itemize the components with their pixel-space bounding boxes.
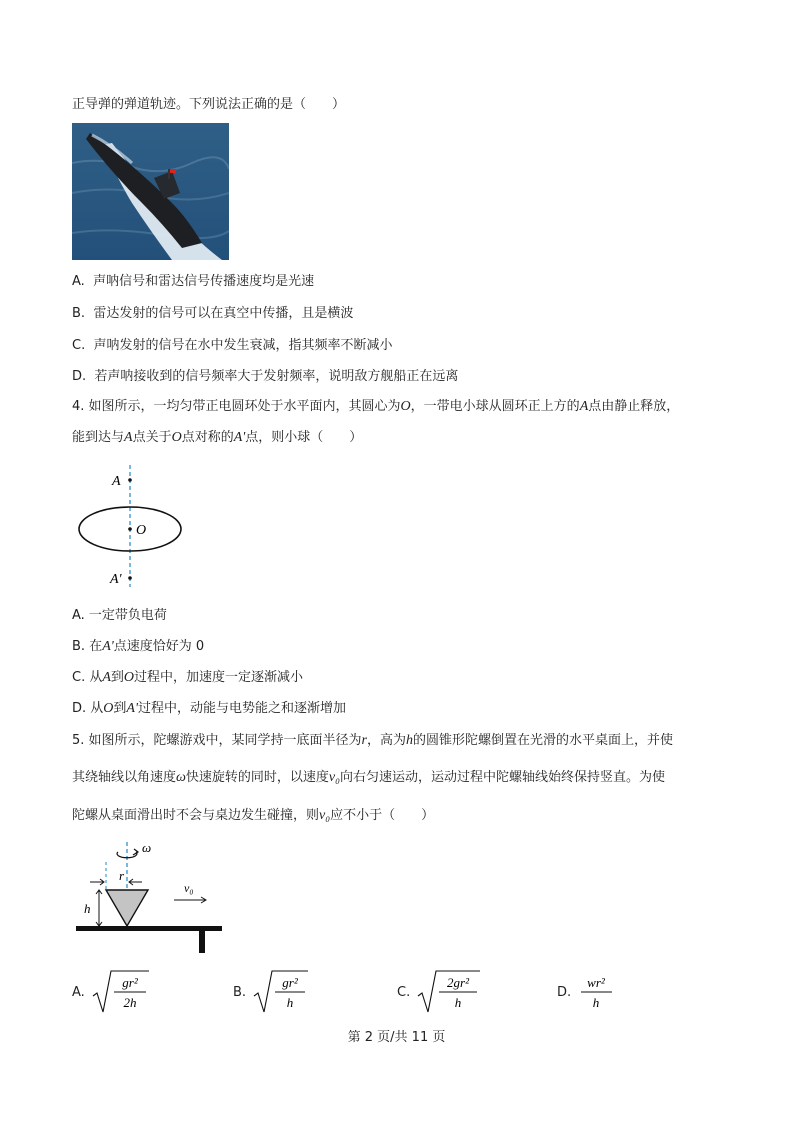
q5-stem-line3 xyxy=(72,807,434,825)
symbol-a: A xyxy=(579,399,589,414)
sqrt-expression xyxy=(252,968,312,1016)
option-text: 声呐信号和雷达信号传播速度均是光速 xyxy=(93,274,315,289)
symbol-v0: v₀ xyxy=(328,770,341,785)
spinning-top-diagram xyxy=(70,840,230,960)
symbol-h: h xyxy=(406,733,414,748)
label-a: A xyxy=(112,474,121,489)
stem-text: 点对称的 xyxy=(181,430,234,445)
sqrt-expression xyxy=(416,968,482,1016)
stem-text: 点，则小球（ ） xyxy=(245,430,363,445)
q4-stem-line1 xyxy=(72,398,679,416)
stem-text: 5. 如图所示，陀螺游戏中，某同学持一底面半径为 xyxy=(72,733,362,748)
q3-option-d xyxy=(72,368,458,386)
option-text: 过程中，动能与电势能之和逐渐增加 xyxy=(137,701,346,716)
stem-text: ，高为 xyxy=(367,733,407,748)
label-h: h xyxy=(84,901,91,916)
symbol-a: A xyxy=(102,670,111,685)
cone-top xyxy=(106,890,148,926)
q5-choice-b xyxy=(233,967,312,1017)
q4-stem-line2 xyxy=(72,429,362,447)
option-label: C. xyxy=(72,338,86,353)
q4-option-a: A. 一定带负电荷 xyxy=(72,608,167,623)
symbol-a: A xyxy=(124,430,133,445)
point-a-prime xyxy=(128,576,132,580)
q3-option-b xyxy=(72,305,353,323)
fraction-expression xyxy=(577,968,617,1016)
label-v0: v₀ xyxy=(184,881,194,895)
q4-option-c xyxy=(72,669,303,687)
symbol-v0: v₀ xyxy=(319,808,331,823)
q5-stem-line2 xyxy=(72,769,665,787)
label-r: r xyxy=(119,868,125,883)
page-footer: 第 2 页/共 11 页 xyxy=(347,1030,446,1045)
q3-option-a xyxy=(72,273,314,291)
denominator: h xyxy=(592,995,600,1010)
option-text: 过程中，加速度一定逐渐减小 xyxy=(134,670,304,685)
q3-stem-tail: 正导弹的弹道轨迹。下列说法正确的是（ ） xyxy=(72,97,346,112)
denominator: h xyxy=(286,995,294,1010)
option-label: D. xyxy=(72,369,87,384)
q5-choice-c xyxy=(397,967,482,1017)
symbol-o: O xyxy=(123,670,135,685)
choice-label: B. xyxy=(233,984,247,1000)
option-text: 到 xyxy=(113,701,127,716)
numerator: 2gr² xyxy=(447,975,470,990)
stem-text: ，一带电小球从圆环正上方的 xyxy=(410,399,580,414)
stem-text: 的圆锥形陀螺倒置在光滑的水平桌面上，并使 xyxy=(413,733,674,748)
table-top xyxy=(76,926,222,931)
option-text: 声呐发射的信号在水中发生衰减，指其频率不断减小 xyxy=(93,338,393,353)
stem-text: 能到达与 xyxy=(72,430,125,445)
point-o xyxy=(128,527,132,531)
choice-label: A. xyxy=(72,984,85,1000)
label-o: O xyxy=(136,523,147,538)
option-text: D. 从 xyxy=(72,701,104,716)
option-text: C. 从 xyxy=(72,670,103,685)
stem-text: 向右匀速运动，运动过程中陀螺轴线始终保持竖直。为使 xyxy=(340,770,666,785)
numerator: wr² xyxy=(587,975,605,990)
symbol-a-prime: A' xyxy=(102,639,114,654)
symbol-a-prime: A' xyxy=(126,701,138,716)
stem-text: 应不小于（ ） xyxy=(330,808,435,823)
denominator: h xyxy=(454,995,462,1010)
point-a xyxy=(128,478,132,482)
symbol-a-prime: A' xyxy=(233,430,246,445)
choice-label: D. xyxy=(557,984,572,1000)
symbol-r: r xyxy=(361,733,367,748)
table-leg xyxy=(199,931,205,953)
symbol-omega: ω xyxy=(176,770,186,785)
q5-choice-a xyxy=(72,967,151,1017)
stem-text: 点由静止释放， xyxy=(588,399,680,414)
submarine-photo xyxy=(72,123,229,260)
ring-diagram xyxy=(70,465,200,590)
q5-choice-d xyxy=(557,967,617,1017)
q4-option-b xyxy=(72,638,204,656)
label-omega: ω xyxy=(142,840,152,855)
numerator: gr² xyxy=(122,975,138,990)
option-text: 到 xyxy=(110,670,124,685)
option-text: 雷达发射的信号可以在真空中传播，且是横波 xyxy=(93,306,354,321)
option-text: 若声呐接收到的信号频率大于发射频率，说明敌方舰船正在远离 xyxy=(94,369,459,384)
stem-text: 其绕轴线以角速度 xyxy=(72,770,177,785)
symbol-o: O xyxy=(171,430,182,445)
stem-text: 4. 如图所示，一均匀带正电圆环处于水平面内，其圆心为 xyxy=(72,399,401,414)
symbol-o: O xyxy=(103,701,114,716)
stem-text: 点关于 xyxy=(132,430,172,445)
option-label: A. xyxy=(72,274,85,289)
numerator: gr² xyxy=(282,975,298,990)
stem-text: 快速旋转的同时，以速度 xyxy=(185,770,329,785)
stem-text: 陀螺从桌面滑出时不会与桌边发生碰撞，则 xyxy=(72,808,320,823)
symbol-o: O xyxy=(400,399,411,414)
option-text: B. 在 xyxy=(72,639,103,654)
q3-option-c xyxy=(72,337,393,355)
q5-stem-line1 xyxy=(72,732,673,750)
option-label: B. xyxy=(72,306,86,321)
label-a-prime: A' xyxy=(110,572,122,587)
q4-option-d xyxy=(72,700,346,718)
denominator: 2h xyxy=(123,995,137,1010)
option-text: 点速度恰好为 0 xyxy=(113,639,205,654)
sqrt-expression xyxy=(91,968,151,1016)
choice-label: C. xyxy=(397,984,411,1000)
